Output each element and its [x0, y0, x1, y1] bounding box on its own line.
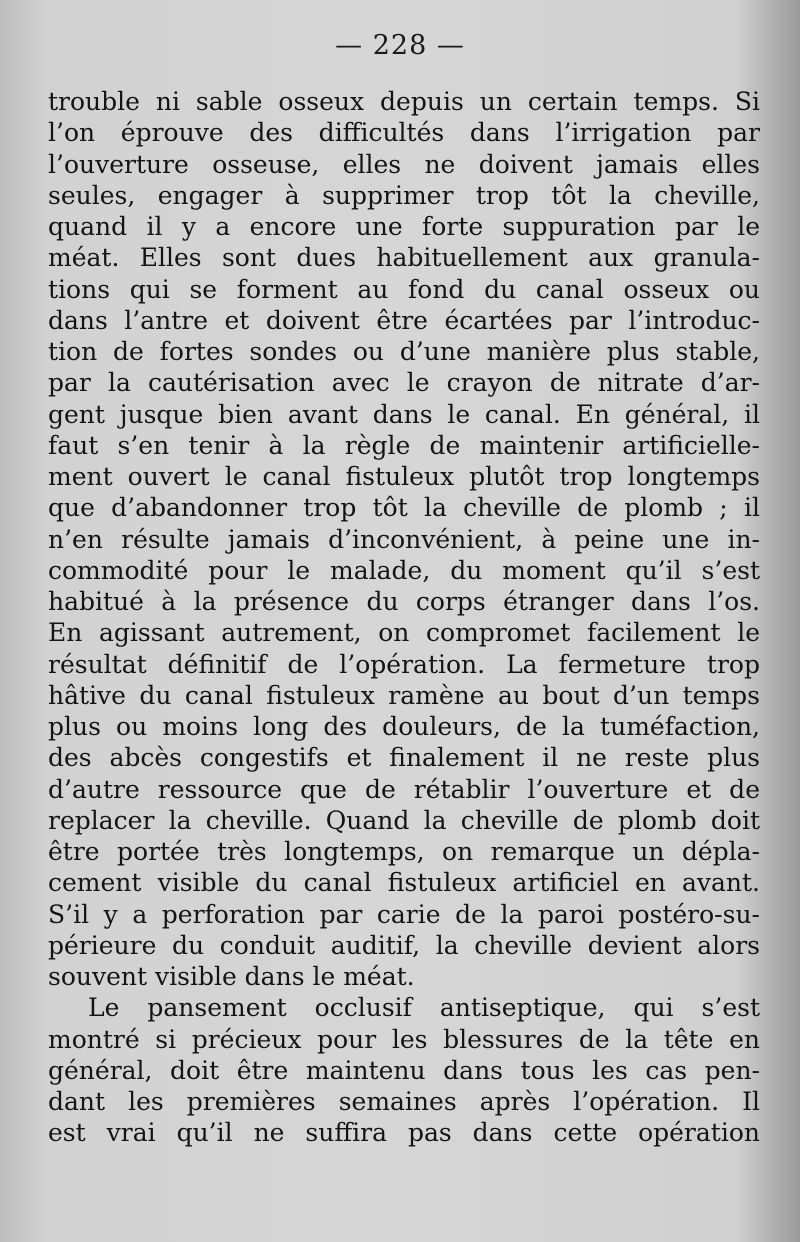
text-line: habitué à la présence du corps étranger dans l’os. [48, 587, 760, 616]
text-line: quand il y a encore une forte suppuration par le [48, 212, 760, 241]
text-line: tions qui se forment au fond du canal osseux ou [48, 274, 760, 304]
text-line: l’ouverture osseuse, elles ne doivent jamais elles [48, 149, 760, 179]
text-line: plus ou moins long des douleurs, de la tuméfaction, [48, 712, 760, 741]
text-line: d’autre ressource que de rétablir l’ouverture et de [48, 774, 760, 804]
text-line: par la cautérisation avec le crayon de nitrate d’ar- [48, 368, 760, 398]
text-line: résultat définitif de l’opération. La fermeture trop [48, 649, 760, 679]
text-line: tion de fortes sondes ou d’une manière plus stable, [48, 337, 760, 366]
page-number: — 228 — [335, 30, 465, 61]
text-line: l’on éprouve des difficultés dans l’irrigation par [48, 118, 760, 148]
text-line: périeure du conduit auditif, la cheville devient alors [48, 930, 760, 960]
text-line: seules, engager à supprimer trop tôt la cheville, [48, 180, 760, 210]
text-line: être portée très longtemps, on remarque un dépla- [48, 837, 760, 866]
body-text [48, 86, 760, 1149]
text-line: général, doit être maintenu dans tous les cas pen- [48, 1055, 760, 1085]
text-line: méat. Elles sont dues habituellement aux granula- [48, 243, 760, 273]
text-line: hâtive du canal fistuleux ramène au bout d’un temps [48, 680, 760, 710]
text-line: des abcès congestifs et finalement il ne reste plus [48, 743, 760, 773]
text-line: est vrai qu’il ne suffira pas dans cette opération [48, 1118, 760, 1148]
text-line: replacer la cheville. Quand la cheville de plomb doit [48, 805, 760, 835]
text-line: cement visible du canal fistuleux artificiel en avant. [48, 868, 760, 898]
text-line: gent jusque bien avant dans le canal. En général, il [48, 399, 760, 429]
text-line: trouble ni sable osseux depuis un certain temps. Si [48, 87, 760, 116]
text-line: dans l’antre et doivent être écartées par l’introduc- [48, 305, 760, 335]
text-line: faut s’en tenir à la règle de maintenir artificielle- [48, 430, 760, 460]
text-line: commodité pour le malade, du moment qu’il s’est [48, 555, 760, 585]
text-line: montré si précieux pour les blessures de la tête en [48, 1024, 760, 1054]
text-line: ment ouvert le canal fistuleux plutôt trop longtemps [48, 462, 760, 491]
text-line: dant les premières semaines après l’opération. Il [48, 1087, 760, 1116]
text-line: S’il y a perforation par carie de la paroi postéro-su- [48, 899, 760, 929]
text-line: n’en résulte jamais d’inconvénient, à peine une in- [48, 524, 760, 554]
text-line: que d’abandonner trop tôt la cheville de plomb ; il [48, 493, 760, 523]
text-line: En agissant autrement, on compromet facilement le [48, 618, 760, 648]
paragraph-end-line: souvent visible dans le méat. [48, 962, 415, 991]
paragraph-start-line: Le pansement occlusif antiseptique, qui s’est [88, 993, 760, 1023]
